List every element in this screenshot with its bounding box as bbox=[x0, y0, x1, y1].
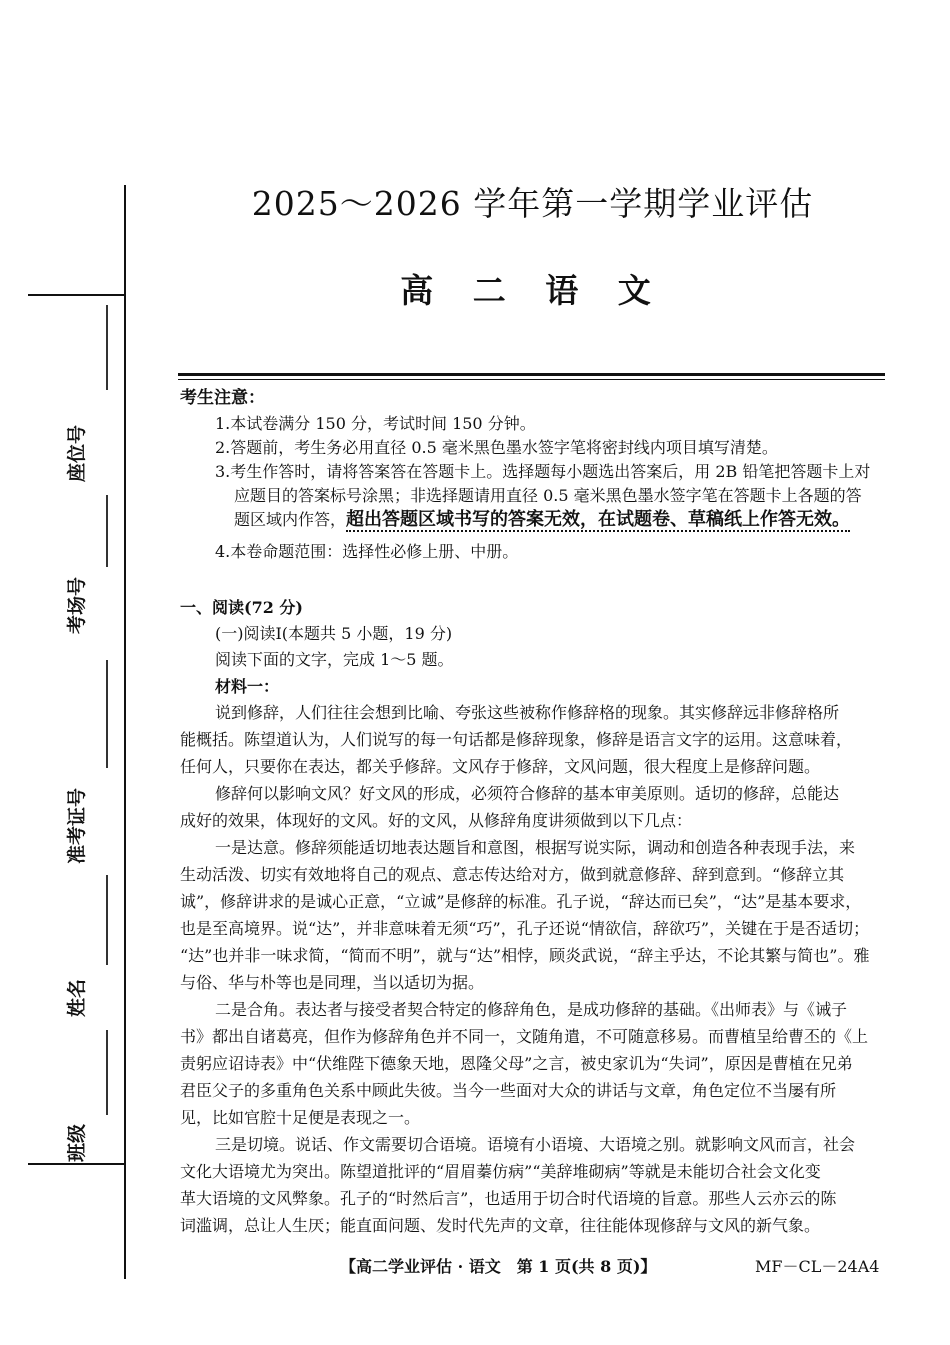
name-fill-line bbox=[106, 875, 108, 965]
binding-cut-line bbox=[28, 294, 125, 296]
notice-emphasis: 超出答题区域书写的答案无效，在试题卷、草稿纸上作答无效。 bbox=[346, 509, 851, 530]
body-line: 二是合角。表达者与接受者契合特定的修辞角色，是成功修辞的基础。《出师表》与《诫子 bbox=[215, 1000, 848, 1019]
section-sub: (一)阅读Ⅰ(本题共 5 小题，19 分) bbox=[215, 624, 453, 643]
body-line: 词滥调，总让人生厌；能直面问题、发时代先声的文章，往往能体现修辞与文风的新气象。 bbox=[180, 1216, 821, 1235]
body-line: 革大语境的文风弊象。孔子的“时然后言”，也适用于切合时代语境的旨意。那些人云亦云的陈 bbox=[180, 1189, 837, 1208]
body-line: 任何人，只要你在表达，都关乎修辞。文风存于修辞，文风问题，很大程度上是修辞问题。 bbox=[180, 757, 821, 776]
class-fill-line bbox=[106, 1030, 108, 1115]
body-line: 君臣父子的多重角色关系中顾此失彼。当今一些面对大众的讲话与文章，角色定位不当屡有所 bbox=[180, 1081, 837, 1100]
notice-item-4: 4.本卷命题范围：选择性必修上册、中册。 bbox=[215, 542, 519, 561]
room-label: 考场号 bbox=[66, 576, 88, 634]
notice-item-3: 3.考生作答时，请将答案答在答题卡上。选择题每小题选出答案后，用 2B 铅笔把答题卡上对 bbox=[215, 462, 871, 481]
body-line: “达”也并非一味求简，“简而不明”，就与“达”相悖，顾炎武说，“辞主乎达，不论其繁与简也”。雅 bbox=[180, 946, 870, 965]
header-rule-thin bbox=[178, 379, 885, 380]
body-line: 一是达意。修辞须能适切地表达题旨和意图，根据写说实际，调动和创造各种表现手法，来 bbox=[215, 838, 856, 857]
body-line: 修辞何以影响文风？好文风的形成，必须符合修辞的基本审美原则。适切的修辞，总能达 bbox=[215, 784, 840, 803]
binding-line bbox=[124, 185, 126, 1279]
body-line: 能概括。陈望道认为，人们说写的每一句话都是修辞现象，修辞是语言文字的运用。这意味着， bbox=[180, 730, 853, 749]
body-line: 书》都出自诸葛亮，但作为修辞角色并不同一，文随角遣，不可随意移易。而曹植呈给曹丕的《上 bbox=[180, 1027, 869, 1046]
body-line: 说到修辞，人们往往会想到比喻、夸张这些被称作修辞格的现象。其实修辞远非修辞格所 bbox=[215, 703, 840, 722]
class-label: 班级 bbox=[66, 1123, 88, 1162]
notice-item-3-cont: 应题目的答案标号涂黑；非选择题请用直径 0.5 毫米黑色墨水签字笔在答题卡上各题的答 bbox=[234, 486, 862, 505]
header-rule bbox=[178, 373, 885, 376]
seat-fill-line bbox=[106, 305, 108, 390]
body-line: 成好的效果，体现好的文风。好的文风，从修辞角度讲须做到以下几点： bbox=[180, 811, 693, 830]
body-line: 诚”，修辞讲求的是诚心正意，“立诚”是修辞的标准。孔子说，“辞达而已矣”，“达”是基本要求， bbox=[180, 892, 862, 911]
notice-item-2: 2.答题前，考生务必用直径 0.5 毫米黑色墨水签字笔将密封线内项目填写清楚。 bbox=[215, 438, 778, 457]
notice-item-3-end: 题区域内作答，超出答题区域书写的答案无效，在试题卷、草稿纸上作答无效。 bbox=[234, 509, 851, 530]
section-heading: 一、阅读(72 分) bbox=[180, 598, 303, 617]
paper-code: MF－CL－24A4 bbox=[755, 1257, 880, 1276]
body-line: 与俗、华与朴等也是同理，当以适切为据。 bbox=[180, 973, 485, 992]
room-fill-line bbox=[106, 495, 108, 567]
body-line: 三是切境。说话、作文需要切合语境。语境有小语境、大语境之别。就影响文风而言，社会 bbox=[215, 1135, 856, 1154]
name-label: 姓名 bbox=[66, 978, 88, 1017]
body-line: 责躬应诏诗表》中“伏维陛下德象天地，恩隆父母”之言，被史家讥为“失词”，原因是曹植在兄弟 bbox=[180, 1054, 853, 1073]
seat-label: 座位号 bbox=[66, 424, 88, 482]
notice-heading: 考生注意： bbox=[180, 388, 265, 408]
page-footer: 【高二学业评估 · 语文 第 1 页(共 8 页)】 bbox=[340, 1257, 657, 1276]
body-line: 见，比如官腔十足便是表现之一。 bbox=[180, 1108, 421, 1127]
body-line: 文化大语境尤为突出。陈望道批评的“眉眉蓁仿病”“美辞堆砌病”等就是未能切合社会文化变 bbox=[180, 1162, 821, 1181]
ticket-fill-line bbox=[106, 660, 108, 768]
ticket-label: 准考证号 bbox=[66, 787, 88, 864]
body-line: 也是至高境界。说“达”，并非意味着无须“巧”，孔子还说“情欲信，辞欲巧”，关键在于是否适切； bbox=[180, 919, 870, 938]
subject-title: 高 二 语 文 bbox=[400, 271, 665, 310]
body-line: 生动活泼、切实有效地将自己的观点、意志传达给对方，做到就意修辞、辞到意到。“修辞立其 bbox=[180, 865, 845, 884]
instruction: 阅读下面的文字，完成 1～5 题。 bbox=[215, 650, 454, 669]
notice-item-1: 1.本试卷满分 150 分，考试时间 150 分钟。 bbox=[215, 414, 536, 433]
exam-title: 2025～2026 学年第一学期学业评估 bbox=[251, 184, 814, 223]
material-label: 材料一： bbox=[215, 677, 280, 696]
